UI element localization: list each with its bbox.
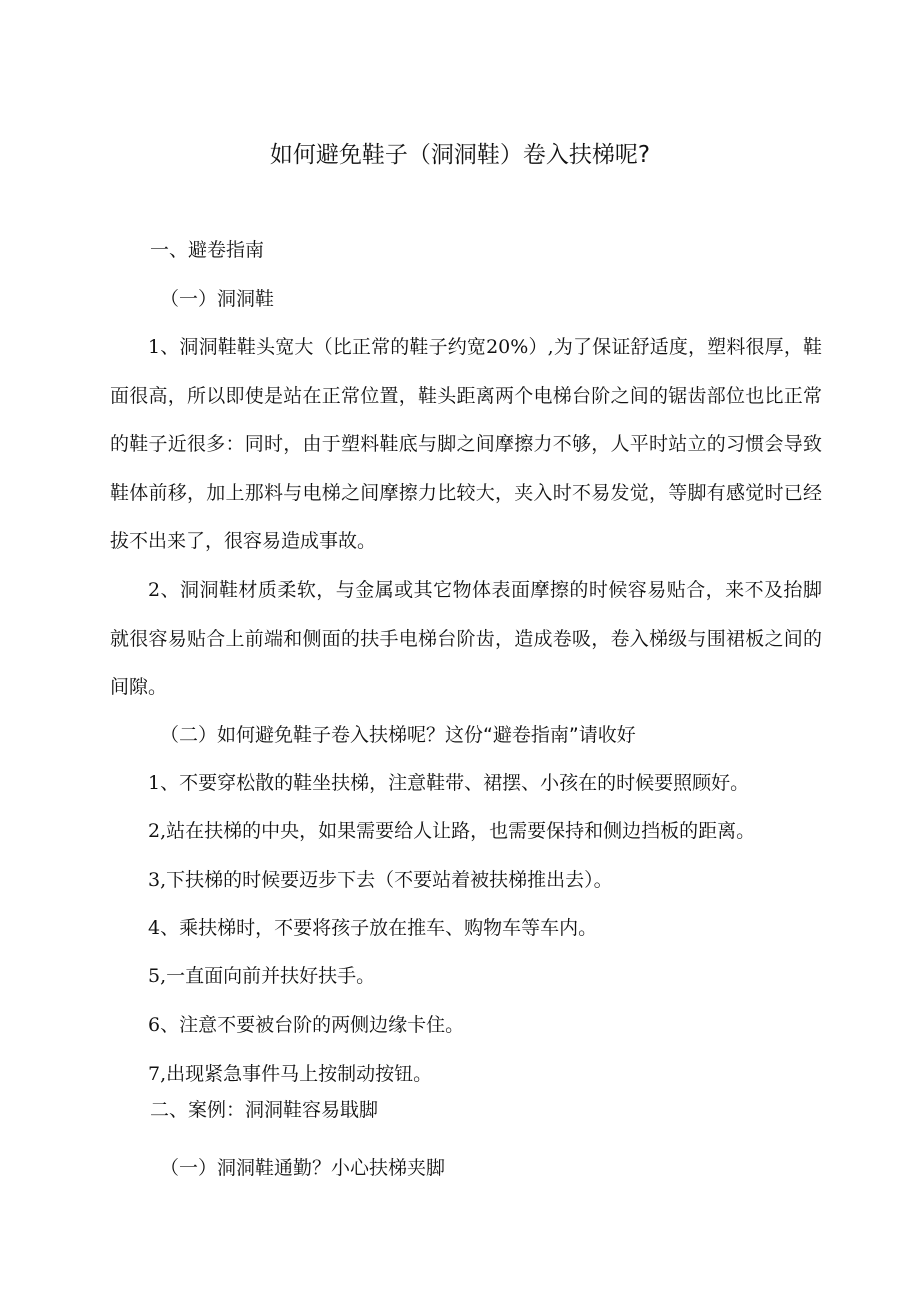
paragraph-clog-material: 2、洞洞鞋材质柔软，与金属或其它物体表面摩擦的时候容易贴合，来不及抬脚就很容易贴合上前端和侧面的扶手电梯台阶齿，造成卷吸，卷入梯级与围裙板之间的间隙。 bbox=[110, 579, 822, 698]
list-item: 2,站在扶梯的中央，如果需要给人让路，也需要保持和侧边挡板的距离。 bbox=[148, 820, 756, 842]
section-heading-avoid-guide: 一、避卷指南 bbox=[150, 239, 265, 261]
document-title: 如何避免鞋子（洞洞鞋）卷入扶梯呢? bbox=[269, 142, 651, 168]
list-item: 6、注意不要被台阶的两侧边缘卡住。 bbox=[148, 1014, 465, 1036]
list-item: 3,下扶梯的时候要迈步下去（不要站着被扶梯推出去）。 bbox=[148, 869, 613, 891]
list-item: 1、不要穿松散的鞋坐扶梯，注意鞋带、裙摆、小孩在的时候要照顾好。 bbox=[148, 772, 750, 794]
subsection-heading-clogs: （一）洞洞鞋 bbox=[160, 288, 275, 310]
subsection-heading-commute-case: （一）洞洞鞋通勤？小心扶梯夹脚 bbox=[160, 1157, 446, 1179]
section-heading-cases: 二、案例：洞洞鞋容易戢脚 bbox=[150, 1099, 379, 1121]
subsection-heading-avoid-tips: （二）如何避免鞋子卷入扶梯呢？这份“避卷指南”请收好 bbox=[160, 724, 636, 746]
list-item: 5,一直面向前并扶好扶手。 bbox=[148, 965, 376, 987]
paragraph-clog-toe-width: 1、洞洞鞋鞋头宽大（比正常的鞋子约宽20%）,为了保证舒适度，塑料很厚，鞋面很高，所以即使是站在正常位置，鞋头距离两个电梯台阶之间的锯齿部位也比正常的鞋子近很多：同时，由于塑料鞋底与脚之间摩擦力不够，人平时站立的习惯会导致鞋体前移，加上那料与电梯之间摩擦力比较大，夹入时不易发觉，等脚有感觉时已经拔不出来了，很容易造成事故。 bbox=[110, 336, 822, 552]
list-item: 7,出现紧急事件马上按制动按钮。 bbox=[148, 1063, 433, 1085]
list-item: 4、乘扶梯时，不要将孩子放在推车、购物车等车内。 bbox=[148, 917, 598, 939]
